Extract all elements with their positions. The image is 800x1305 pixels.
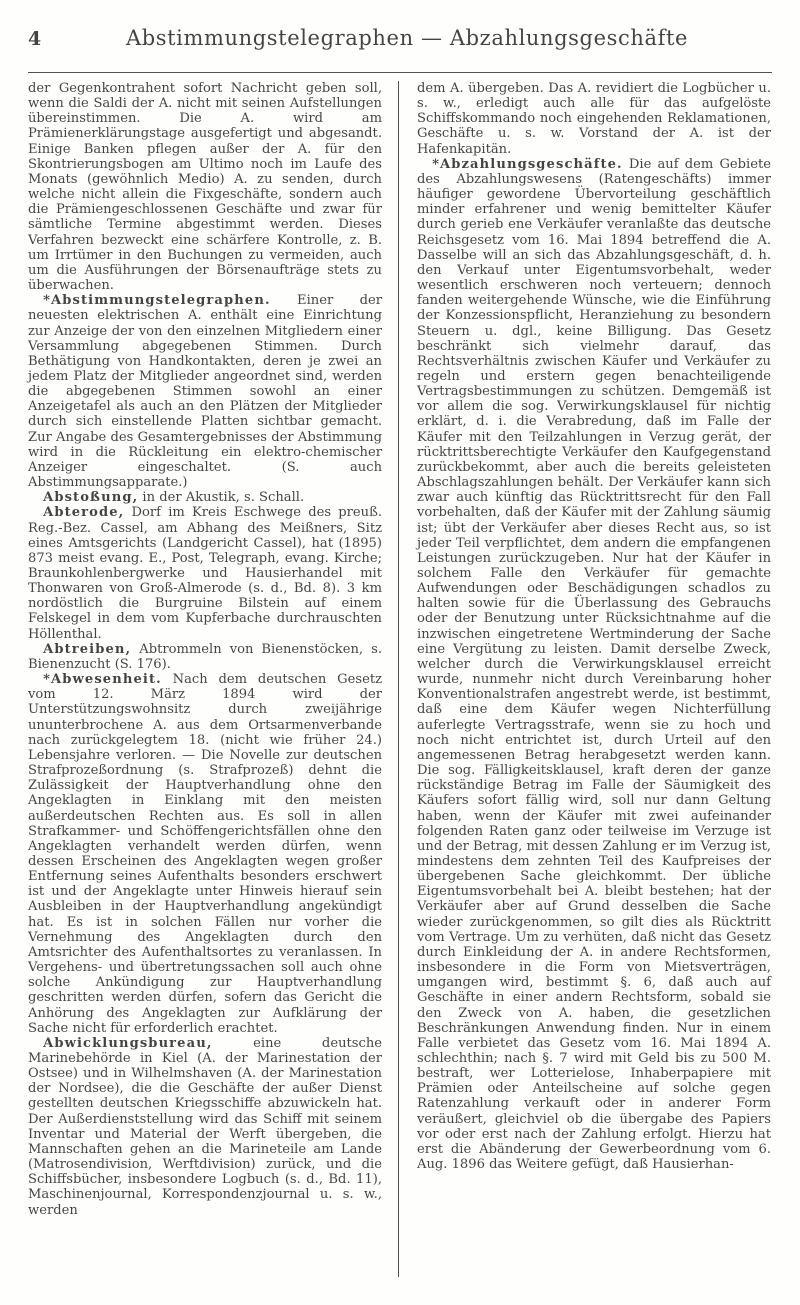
column-divider <box>398 81 399 1277</box>
column-right <box>401 81 771 1277</box>
text-columns <box>28 81 772 1277</box>
entry-text: Nach dem deutschen Gesetz vom 12. März 1894 wird der Unterstützungswohnsitz durch zweijährige ununterbrochene A. aus dem Ortsarmenverbande nach zurückgelegtem 18. (nicht wie früher 24.) Lebensjahre verloren. — Die Novelle zur deutschen Strafprozeßordnung (s. Strafprozeß) dehnt die Zulässigkeit der Hauptverhandlung ohne den Angeklagten in Einklang mit den meisten außerdeutschen Rechten aus. Es soll in allen Strafkammer- und Schöffengerichtsfällen ohne den Angeklagten verhandelt werden dürfen, wenn dessen Erscheinen des Angeklagten wegen großer Entfernung seines Aufenthalts besonders erschwert ist und der Angeklagte unter Hinweis hierauf sein Ausbleiben in der Hauptverhandlung angekündigt hat. Es ist in solchen Fällen nur vorher die Vernehmung des Angeklagten durch den Amtsrichter des Aufenthaltsortes zu veranlassen. In Vergehens- und übertretungssachen soll auch ohne solche Ankündigung zur Hauptverhandlung geschritten werden dürfen, sofern das Gericht die Anhörung des Angeklagten zur Aufklärung der Sache nicht für erforderlich erachtet. <box>28 672 382 1036</box>
entry-text: Einer der neuesten elektrischen A. enthält eine Einrichtung zur Anzeige der von den einzelnen Mitgliedern einer Versammlung abgegebenen Stimmen. Durch Bethätigung von Handkontakten, deren je zwei an jedem Platz der Mitglieder angeordnet sind, werden die abgegebenen Stimmen sowohl an einer Anzeigetafel als auch an den Plätzen der Mitglieder durch sich einstellende Platten sichtbar gemacht. Zur Angabe des Gesamtergebnisses der Abstimmung wird in die Rückleitung ein elektro-chemischer Anzeiger eingeschaltet. (S. auch Abstimmungsapparate.) <box>28 293 382 491</box>
headword: *Abzahlungsgeschäfte. <box>432 156 623 172</box>
headword: Abtreiben, <box>43 641 132 657</box>
paragraph-text: dem A. übergeben. Das A. revidiert die Logbücher u. s. w., erledigt auch alle für das aufgelöste Schiffskommando noch eingehenden Reklamationen, Geschäfte u. s. w. Vorstand der A. ist der Hafenkapitän. <box>417 81 771 157</box>
entry-text: Dorf im Kreis Eschwege des preuß. Reg.-Bez. Cassel, am Abhang des Meißners, Sitz eines Amtsgerichts (Landgericht Cassel), hat (1895) 873 meist evang. E., Post, Telegraph, evang. Kirche; Braunkohlenbergwerke und Hausierhandel mit Thonwaren von Groß-Almerode (s. d., Bd. 8). 3 km nordöstlich die Burgruine Bilstein auf einem Felskegel in dem vom Kupferbache durchrauschten Höllenthal. <box>28 505 383 642</box>
entry-text: Die auf dem Gebiete des Abzahlungswesens (Ratengeschäfts) immer häufiger gewordene Übervorteilung geschäftlich minder erfahrener und wenig bemittelter Käufer durch gerieb ene Verkäufer veranlaßte das deutsche Reichsgesetz vom 16. Mai 1894 betreffend die A. Dasselbe will an sich das Abzahlungsgeschäft, d. h. den Verkauf unter Eigentumsvorbehalt, weder wesentlich erschweren noch verteuern; dennoch fanden weitergehende Wünsche, wie die Einführung der Konzessionspflicht, Heranziehung zu besondern Steuern u. dgl., keine Billigung. Das Gesetz beschränkt sich vielmehr darauf, das Rechtsverhältnis zwischen Käufer und Verkäufer zu regeln und erstern gegen benachteiligende Vertragsbestimmungen zu schützen. Demgemäß ist vor allem die sog. Verwirkungsklausel für nichtig erklärt, d. i. die Verabredung, daß im Falle der Käufer mit den Teilzahlungen in Verzug gerät, der rücktrittsberechtigte Verkäufer den Kaufgegenstand zurückbekommt, aber auch die bereits geleisteten Abschlagszahlungen behält. Der Verkäufer kann sich zwar auch künftig das Rücktrittsrecht für den Fall vorbehalten, daß der Käufer mit der Zahlung säumig ist; übt der Verkäufer aber dieses Recht aus, so ist jeder Teil verpflichtet, dem andern die empfangenen Leistungen zurückzugeben. Nur hat der Käufer in solchem Falle den Verkäufer für gemachte Aufwendungen oder Beschädigungen schadlos zu halten sowie für die Überlassung des Gebrauchs oder der Benutzung unter Rücksichtnahme auf die inzwischen eingetretene Wertminderung der Sache eine Vergütung zu leisten. Damit derselbe Zweck, welcher durch die Verwirkungsklausel erreicht wurde, nunmehr nicht durch Vereinbarung hoher Konventionalstrafen angestrebt werde, ist bestimmt, daß eine dem Käufer wegen Nichterfüllung auferlegte Vertragsstrafe, wenn sie zu hoch und noch nicht entrichtet ist, durch Urteil auf den angemessenen Betrag herabgesetzt werden kann. Die sog. Fälligkeitsklausel, kraft deren der ganze rückständige Betrag im Falle der Säumigkeit des Käufers sofort fällig wird, soll nur dann Geltung haben, wenn der Käufer mit zwei aufeinander folgenden Raten ganz oder teilweise im Verzuge ist und der Betrag, mit dessen Zahlung er im Verzug ist, mindestens dem zehnten Teil des Kaufpreises der übergebenen Sache gleichkommt. Der übliche Eigentumsvorbehalt bei A. bleibt bestehen; hat der Verkäufer aber auf Grund desselben die Sache wieder zurückgenommen, so gilt dies als Rücktritt vom Vertrage. Um zu verhüten, daß nicht das Gesetz durch Einkleidung der A. in andere Rechtsformen, insbesondere in die Form von Mietsverträgen, umgangen wird, bestimmt §. 6, daß auch auf Geschäfte in einer andern Rechtsform, sobald sie den Zweck von A. haben, die gesetzlichen Beschränkungen Anwendung finden. Nur in einem Falle verbietet das Gesetz vom 16. Mai 1894 A. schlechthin; nach §. 7 wird mit Geld bis zu 500 M. bestraft, wer Lotterielose, Inhaberpapiere mit Prämien oder Anteilscheine auf solche gegen Ratenzahlung verkauft oder in anderer Form veräußert, gleichviel ob die übergabe des Papiers vor oder erst nach der Zahlung erfolgt. Hierzu hat erst die Abänderung der Gewerbeordnung vom 6. Aug. 1896 das Weitere gefügt, daß Hausierhan- <box>417 156 771 1173</box>
catchword <box>766 1288 770 1303</box>
headword: *Abwesenheit. <box>43 672 162 688</box>
entry-text: in der Akustik, s. Schall. <box>142 490 305 506</box>
entry-abtreiben <box>28 642 382 672</box>
page-header <box>28 26 772 66</box>
paragraph-continuation-right <box>417 81 771 157</box>
headword: *Abstimmungstelegraphen. <box>43 293 271 309</box>
page-number: 4 <box>28 28 42 50</box>
entry-text: eine deutsche Marinebehörde in Kiel (A. der Marinestation der Ostsee) und in Wilhelmshaven (A. der Marinestation der Nordsee), die die Geschäfte der außer Dienst gestellten deutschen Kriegsschiffe abzuwickeln hat. Der Außerdienststellung wird das Schiff mit seinem Inventar und Material der Werft übergeben, die Mannschaften gehen an die Marineteile am Lande (Matrosendivision, Werftdivision) zurück, und die Schiffsbücher, insbesondere Logbuch (s. d., Bd. 11), Maschinenjournal, Korrespondenzjournal u. s. w., werden <box>28 1035 382 1218</box>
entry-abzahlungsgeschaefte <box>417 157 771 1172</box>
column-left <box>28 81 396 1277</box>
entry-abstossung <box>28 490 382 505</box>
entry-abterode <box>28 505 382 641</box>
entry-abwicklungsbureau <box>28 1036 382 1218</box>
entry-abwesenheit <box>28 672 382 1036</box>
entry-abstimmungstelegraphen <box>28 293 382 490</box>
paragraph-text: der Gegenkontrahent sofort Nachricht geben soll, wenn die Saldi der A. nicht mit seinen Aufstellungen übereinstimmen. Die A. wird am Prämienerklärungstage ausgefertigt und abgesandt. Einige Banken pflegen außer der A. für den Skontrierungsbogen am Ultimo noch im Laufe des Monats (gewöhnlich Medio) A. zu senden, durch welche nicht allein die Fixgeschäfte, sondern auch die Prämiengeschlossenen Geschäfte und zwar für sämtliche Termine abgestimmt werden. Dieses Verfahren bezweckt eine schärfere Kontrolle, z. B. um Irrtümer in den Buchungen zu vermeiden, auch um die Ausführungen der Börsenaufträge stets zu überwachen. <box>28 81 382 294</box>
paragraph-continuation <box>28 81 382 293</box>
running-head: Abstimmungstelegraphen — Abzahlungsgeschäfte <box>125 26 689 50</box>
headword: Abstoßung, <box>43 490 139 506</box>
headword: Abwicklungsbureau, <box>43 1035 213 1051</box>
entry-text: Abtrommeln von Bienenstöcken, s. Bienenzucht (S. 176). <box>28 641 382 672</box>
headword: Abterode, <box>43 505 125 521</box>
header-rule <box>28 72 772 73</box>
